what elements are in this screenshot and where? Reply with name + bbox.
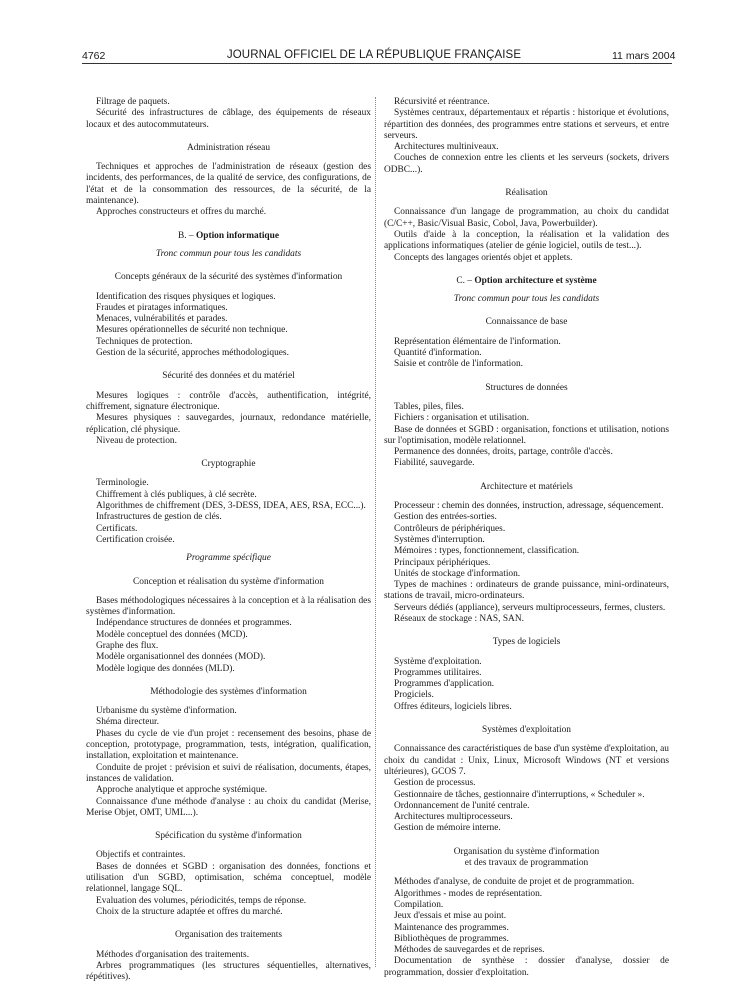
list-item: Couches de connexion entre les clients et les serveurs (sockets, drivers ODBC...).: [384, 153, 669, 175]
list-item: Techniques de protection.: [96, 336, 193, 347]
column-divider: [375, 97, 376, 967]
list-item: Maintenance des programmes.: [394, 922, 509, 933]
list-item: Gestion de mémoire interne.: [394, 823, 501, 834]
issue-date: 11 mars 2004: [612, 50, 676, 62]
list-item: Principaux périphériques.: [394, 557, 491, 568]
list-item: Gestionnaire de tâches, gestionnaire d'interruptions, « Scheduler ».: [394, 789, 645, 800]
list-item: Récursivité et réentrance.: [394, 97, 490, 107]
section-title: Réalisation: [505, 188, 548, 199]
list-item: Permanence des données, droits, partage, contrôle d'accès.: [394, 447, 613, 458]
option-name: Option architecture et système: [474, 275, 597, 286]
option-prefix: B. –: [177, 230, 194, 241]
list-item: Conduite de projet : prévision et suivi de réalisation, documents, étapes, instances de validation.: [86, 762, 371, 784]
list-item: Méthodes de sauvegardes et de reprises.: [394, 945, 545, 956]
list-item: Connaissance d'une méthode d'analyse : au choix du candidat (Merise, Merise Objet, OMT, UML...).: [86, 796, 371, 818]
list-item: Tables, piles, files.: [394, 401, 464, 412]
list-item: Gestion de processus.: [394, 778, 476, 789]
list-item: Gestion des entrées-sorties.: [394, 512, 497, 523]
section-title-line: Organisation du système d'information: [453, 846, 600, 857]
list-item: Connaissance d'un langage de programmation, au choix du candidat (C/C++, Basic/Visual Basic, Cobol, Java, Powerbuilder).: [384, 207, 669, 229]
list-item: Unités de stockage d'information.: [394, 568, 521, 579]
section-title: [384, 847, 669, 870]
list-item: Chiffrement à clés publiques, à clé secrète.: [96, 489, 257, 500]
list-item: Méthodes d'organisation des traitements.: [96, 949, 250, 960]
list-item: Ordonnancement de l'unité centrale.: [394, 800, 530, 811]
section-title: Systèmes d'exploitation: [482, 725, 571, 736]
section-title: Méthodologie des systèmes d'information: [150, 686, 307, 697]
list-item: Filtrage de paquets.: [96, 97, 170, 107]
list-item: Saisie et contrôle de l'information.: [394, 359, 523, 370]
page-number: 4762: [82, 50, 106, 62]
list-item: Choix de la structure adaptée et offres du marché.: [96, 906, 283, 917]
list-item: Types de machines : ordinateurs de grande puissance, mini-ordinateurs, stations de travail, micro-ordinateurs.: [384, 580, 669, 602]
list-item: Bases méthodologiques nécessaires à la conception et à la réalisation des systèmes d'information.: [86, 595, 371, 618]
list-item: Phases du cycle de vie d'un projet : recensement des besoins, phase de conception, prototypage, programmation, tests, intégration, qualification, installation, exploitation et maintenance.: [86, 728, 371, 762]
list-item: Indépendance structures de données et programmes.: [96, 618, 292, 629]
list-item: Compilation.: [394, 899, 444, 910]
list-item: Sécurité des infrastructures de câblage, des équipements de réseaux locaux et des autocommutateurs.: [86, 108, 371, 130]
list-item: Mesures logiques : contrôle d'accès, authentification, intégrité, chiffrement, signature électronique.: [86, 390, 371, 412]
list-item: Méthodes d'analyse, de conduite de projet et de programmation.: [394, 877, 635, 888]
section-title: Types de logiciels: [492, 637, 561, 648]
list-item: Architectures multiniveaux.: [394, 142, 499, 153]
list-item: Approche analytique et approche systémique.: [96, 785, 268, 796]
list-item: Jeux d'essais et mise au point.: [394, 911, 507, 922]
section-title: Organisation des traitements: [174, 930, 283, 941]
list-item: Quantité d'information.: [394, 348, 482, 359]
list-item: Terminologie.: [96, 478, 149, 489]
list-item: Certification croisée.: [96, 534, 175, 545]
right-column: [384, 97, 669, 979]
list-item: Algorithmes - modes de représentation.: [394, 888, 543, 899]
list-item: Gestion de la sécurité, approches méthodologiques.: [96, 348, 289, 359]
list-item: Offres éditeurs, logiciels libres.: [394, 701, 512, 712]
list-item: Certificats.: [96, 523, 138, 534]
list-item: Objectifs et contraintes.: [96, 850, 186, 861]
option-name: Option informatique: [195, 230, 280, 241]
section-title: Cryptographie: [201, 459, 256, 470]
list-item: Processeur : chemin des données, instruction, adressage, séquencement.: [394, 501, 664, 512]
list-item: Niveau de protection.: [96, 435, 177, 446]
list-item: Représentation élémentaire de l'information.: [394, 336, 561, 347]
list-item: Fiabilité, sauvegarde.: [394, 458, 475, 469]
option-title: [86, 231, 371, 242]
list-item: Identification des risques physiques et logiques.: [96, 291, 276, 302]
list-item: Système d'exploitation.: [394, 656, 482, 667]
list-item: Algorithmes de chiffrement (DES, 3-DESS, IDEA, AES, RSA, ECC...).: [96, 501, 366, 512]
list-item: Modèle organisationnel des données (MOD).: [96, 652, 266, 663]
header-rule: [82, 63, 672, 64]
list-item: Modèle logique des données (MLD).: [96, 663, 235, 674]
list-item: Systèmes centraux, départementaux et répartis : historique et évolutions, répartition des données, des programmes entre stations et serveurs, et entre serveurs.: [384, 108, 669, 141]
list-item: Modèle conceptuel des données (MCD).: [96, 629, 248, 640]
list-item: Architectures multiprocesseurs.: [394, 812, 513, 823]
option-title: [384, 276, 669, 287]
left-column: [86, 97, 371, 983]
list-item: Fraudes et piratages informatiques.: [96, 302, 228, 313]
option-prefix: C. –: [456, 275, 472, 286]
section-title: Connaissance de base: [485, 317, 568, 328]
list-item: Techniques et approches de l'administration de réseaux (gestion des incidents, des performances, de la qualité de service, des configurations, de l'état et de la consommation des ressources, de la sécurité, de la maintenance).: [86, 162, 371, 207]
section-title: Structures de données: [485, 382, 568, 393]
list-item: Arbres programmatiques (les structures séquentielles, alternatives, répétitives).: [86, 960, 371, 983]
list-item: Programmes d'application.: [394, 679, 495, 690]
section-title: Conception et réalisation du système d'information: [133, 576, 324, 587]
tronc-commun-label: Tronc commun pour tous les candidats: [453, 294, 600, 305]
list-item: Fichiers : organisation et utilisation.: [394, 413, 529, 424]
section-title: Administration réseau: [186, 142, 271, 153]
list-item: Graphe des flux.: [96, 640, 159, 651]
list-item: Infrastructures de gestion de clés.: [96, 512, 222, 523]
list-item: Bibliothèques de programmes.: [394, 933, 509, 944]
list-item: Réseaux de stockage : NAS, SAN.: [394, 613, 524, 624]
list-item: Shéma directeur.: [96, 717, 159, 728]
list-item: Contrôleurs de périphériques.: [394, 523, 506, 534]
section-title: Architecture et matériels: [480, 481, 573, 492]
tronc-commun-label: Tronc commun pour tous les candidats: [155, 248, 302, 259]
list-item: Concepts des langages orientés objet et applets.: [394, 252, 573, 263]
list-item: Serveurs dédiés (appliance), serveurs multiprocesseurs, fermes, clusters.: [394, 602, 666, 613]
list-item: Evaluation des volumes, périodicités, temps de réponse.: [96, 895, 307, 906]
list-item: Outils d'aide à la conception, la réalisation et la validation des applications informatiques (atelier de génie logiciel, outils de test...).: [384, 229, 669, 252]
section-title: Spécification du système d'information: [155, 831, 302, 842]
list-item: Mémoires : types, fonctionnement, classification.: [394, 546, 580, 557]
list-item: Progiciels.: [394, 690, 434, 701]
list-item: Urbanisme du système d'information.: [96, 706, 237, 717]
list-item: Menaces, vulnérabilités et parades.: [96, 314, 228, 325]
list-item: Systèmes d'interruption.: [394, 534, 485, 545]
page-header: [0, 0, 748, 70]
list-item: Documentation de synthèse : dossier d'analyse, dossier de programmation, dossier d'exploitation.: [384, 956, 669, 978]
section-title-line: et des travaux de programmation: [464, 858, 589, 869]
section-title: Concepts généraux de la sécurité des systèmes d'information: [114, 272, 343, 283]
list-item: Mesures opérationnelles de sécurité non technique.: [96, 325, 288, 336]
section-title: Sécurité des données et du matériel: [162, 371, 295, 382]
list-item: Approches constructeurs et offres du marché.: [96, 207, 267, 218]
list-item: Base de données et SGBD : organisation, fonctions et utilisation, notions sur l'optimisation, modèle relationnel.: [384, 424, 669, 446]
list-item: Programmes utilitaires.: [394, 667, 482, 678]
list-item: Mesures physiques : sauvegardes, journaux, redondance matérielle, réplication, clé physique.: [86, 413, 371, 435]
programme-specifique-label: Programme spécifique: [186, 553, 271, 564]
list-item: Connaissance des caractéristiques de base d'un système d'exploitation, au choix du candidat : Unix, Linux, Microsoft Windows (NT et versions ultérieures), GCOS 7.: [384, 744, 669, 777]
list-item: Bases de données et SGBD : organisation des données, fonctions et utilisation d'un SGBD, optimisation, schéma conceptuel, modèle relationnel, langage SQL.: [86, 861, 371, 895]
journal-title: JOURNAL OFFICIEL DE LA RÉPUBLIQUE FRANÇAISE: [226, 49, 522, 61]
